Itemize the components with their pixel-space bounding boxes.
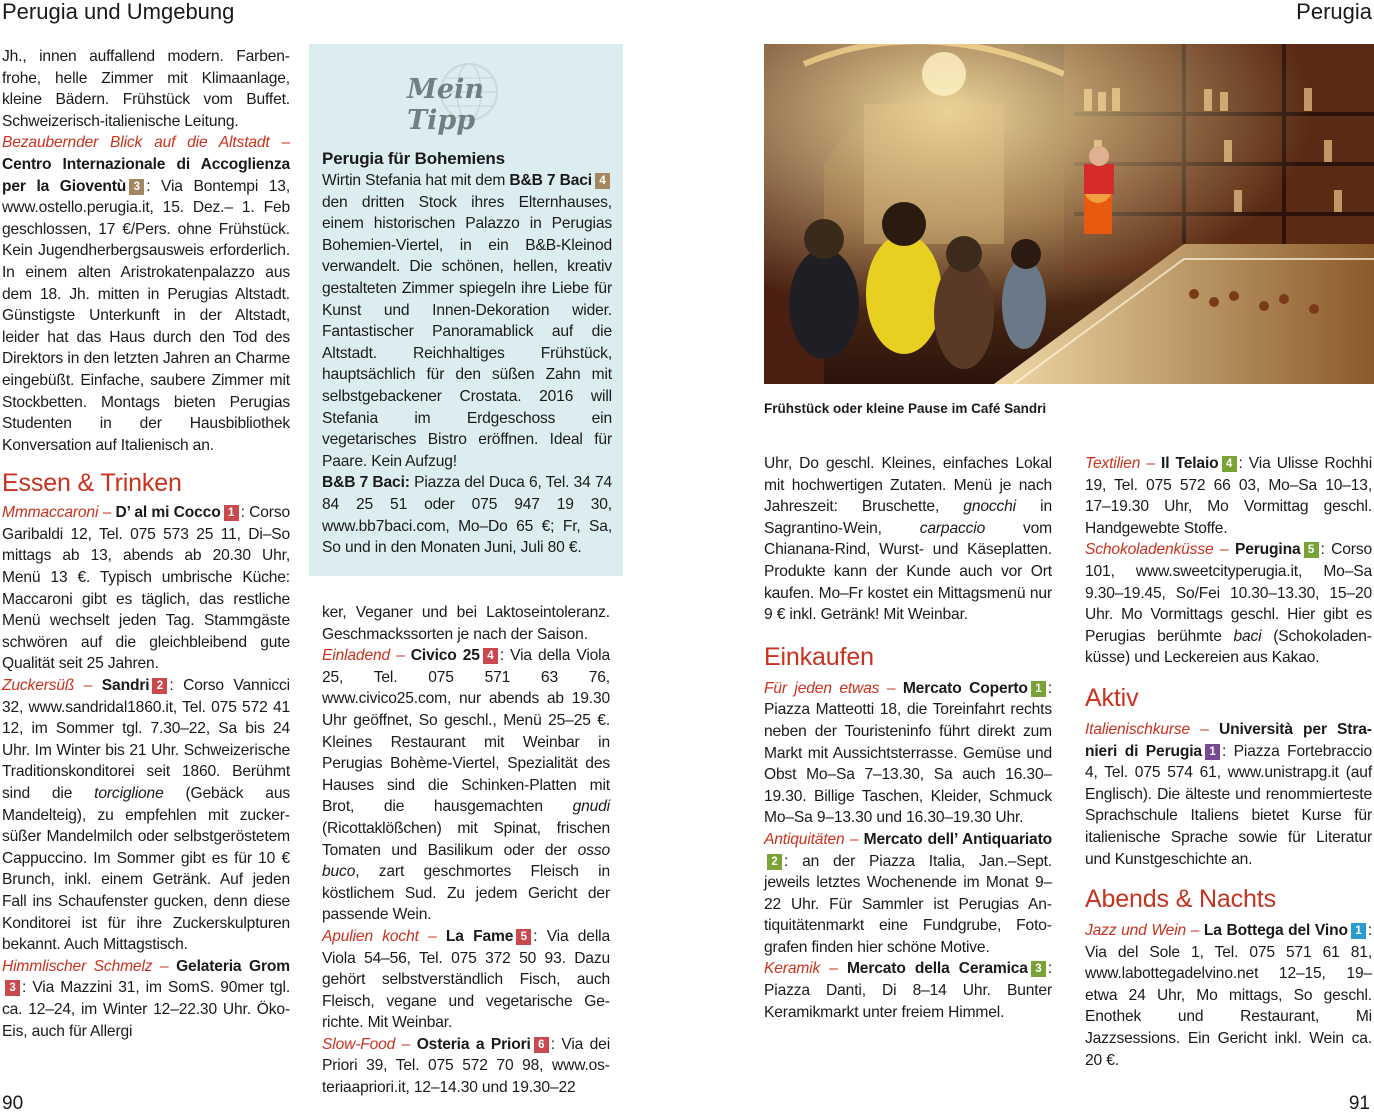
cafe-photo	[764, 44, 1374, 384]
entry-tag: Himmlischer Schmelz –	[2, 957, 169, 975]
map-badge: 1	[1031, 681, 1046, 697]
entry-grom	[2, 956, 290, 1042]
map-badge: 4	[1222, 456, 1237, 472]
tip-logo-text: Mein Tipp	[407, 74, 484, 136]
entry-name: Mercato Coperto	[902, 679, 1028, 697]
entry-name: Mercato della Ceramica	[846, 960, 1028, 978]
entry-antiquariato	[764, 829, 1052, 959]
entry-tag: Bezaubernder Blick auf die Altstadt –	[2, 134, 290, 152]
entry-italic: osso buco	[322, 841, 610, 881]
entry-tag: Jazz und Wein –	[1085, 922, 1200, 940]
tip-text: Wirtin Stefania hat mit dem	[322, 172, 506, 189]
entry-tag: Slow-Food –	[322, 1035, 411, 1053]
entry-text: : Corso 101, www.sweetcityperugia.it, Mo–Sa 9.30–19.45, So/Fei 10.30–13.30, 15–20 Uhr. Mo Vormittags geschl. Hier gibt es Perugias berühmte	[1085, 541, 1372, 645]
entry-text: : Corso Garibaldi 12, Tel. 075 573 25 11, Di–So mittags ab 13, abends ab 20.30 Uhr, Menü 13 €. Typisch umbrische Küche: Maccaroni gibt es täglich, das restliche Menü wechselt jeden Tag. Stammgäste schwören auf die gleichbleibend gute Qualität seit 25 Jahren.	[2, 504, 290, 673]
map-badge: 5	[516, 929, 531, 945]
map-badge: 1	[1351, 923, 1366, 939]
entry-italic: carpaccio	[919, 519, 986, 537]
entry-tag: Apulien kocht –	[322, 927, 437, 945]
column-2	[322, 602, 610, 1099]
entry-text: : Via dei Priori 39, Tel. 075 572 70 98, www.osteriaapriori.it, 12–14.30 und 19.30–22	[322, 1035, 611, 1097]
column-4	[1085, 453, 1372, 1071]
entry-text: (Ricottaklößchen) mit Spinat, frischen Tomaten und Basilikum oder der	[322, 819, 610, 859]
photo-caption: Frühstück oder kleine Pause im Café Sandri	[764, 401, 1047, 416]
tip-address-name: B&B 7 Baci:	[322, 474, 410, 492]
entry-name: Mercato dell’ Antiquariato	[863, 830, 1052, 848]
entry-name: Civico 25	[410, 647, 480, 665]
entry-name: La Bottega del Vino	[1203, 922, 1348, 940]
entry-lafame	[322, 926, 610, 1034]
entry-text: : Via del Sole 1, Tel. 075 571 61 81, www.labottegadelvino.net 12–15, 19– etwa 24 Uhr, Mo mittags, So geschl. Enothek und Restaurant, Mi Jazzsessions. Ein Gericht inkl. Wein ca. 20 €.	[1085, 922, 1373, 1069]
entry-tag: Textilien –	[1085, 455, 1155, 472]
paragraph	[764, 453, 1052, 626]
entry-text: : Piazza Fortebraccio 4, Tel. 075 574 61, www.unistrapg.it (auf Englisch). Die älteste und renommierteste Sprachschule Italiens bietet Kurse für italienische Sprache sowie für Literatur und Kunstgeschichte an.	[1085, 742, 1372, 868]
entry-mercato-coperto	[764, 678, 1052, 829]
section-heading-essen: Essen & Trinken	[2, 469, 182, 498]
entry-universita	[1085, 719, 1372, 870]
map-badge: 4	[483, 648, 498, 664]
entry-tag: Einladend –	[322, 647, 405, 665]
entry-priori	[322, 1034, 610, 1099]
entry-text: : an der Piazza Italia, Jan.–Sept. jeweils letztes Wochenende im Monat 9–22 Uhr. Für Sammler ist Perugias Antiquitätenmarkt eine Fundgrube, Fotografen finden hier schöne Motive.	[764, 852, 1052, 956]
entry-text: : Via della Viola 25, Tel. 075 571 63 76, www.civico25.com, nur abends ab 19.30 Uhr geöffnet, So geschl., Menü 25–25 €. Kleines Restaurant mit Weinbar in Perugias Bohème-Viertel, Spezialität des Hauses sind die Schinken-Platten mit Brot, die hausgemachten	[322, 647, 611, 816]
tip-name: B&B 7 Baci	[509, 172, 592, 189]
entry-text: in Sagrantino-Wein,	[764, 498, 1052, 537]
map-badge: 4	[595, 173, 610, 189]
entry-name: D’ al mi Cocco	[115, 504, 221, 522]
entry-bottega	[1085, 920, 1372, 1071]
entry-ceramica	[764, 958, 1052, 1023]
map-badge: 3	[1031, 961, 1046, 977]
map-badge: 3	[129, 179, 144, 195]
entry-italic: gnudi	[572, 798, 610, 816]
entry-name: Università per Stranieri di Perugia	[1085, 720, 1372, 760]
entry-text: : Piazza Matteotti 18, die Toreinfahrt rechts neben der Touristeninfo führt direkt zum Markt mit Aussichtsterrasse. Gemüse und Obst Mo–Sa 7–13.30, Sa auch 16.30–19.30. Billige Taschen, Kleider, Schmuck Mo–Sa 9–13.30 und 16.30–19.30 Uhr.	[764, 679, 1052, 827]
section-heading-einkaufen: Einkaufen	[764, 642, 874, 671]
entry-text: (Schokoladenküsse) und Leckereien aus Kakao.	[1085, 627, 1372, 667]
page-number-right: 91	[1348, 1093, 1370, 1114]
column-3	[764, 453, 1052, 1023]
entry-name: Osteria a Priori	[416, 1035, 531, 1053]
tip-box	[309, 44, 623, 576]
entry-italic: torciglione	[94, 785, 164, 802]
entry-centro	[2, 132, 290, 456]
entry-name: Gelateria Grom	[176, 957, 291, 975]
running-header-left: Perugia und Umgebung	[2, 0, 235, 24]
entry-text: : Piazza Danti, Di 8–14 Uhr. Bunter Keramikmarkt unter freiem Himmel.	[764, 960, 1052, 1021]
entry-name: Centro Internazionale di Accoglienza per la Gioventù	[2, 155, 290, 195]
paragraph: Jh., innen auffallend modern. Farbenfrohe, helle Zimmer mit Klimaanlage, kleine Bädern. Frühstück vom Buffet. Schweizerisch-italienische Leitung.	[2, 48, 290, 130]
tip-logo	[389, 62, 539, 136]
entry-sandri	[2, 675, 290, 956]
column-1	[2, 46, 290, 1042]
entry-text: : Corso Vannicci 32, www.sandridal1860.it, Tel. 075 572 41 12, im Sommer tgl. 7.30–22, Sa bis 24 Uhr. Im Winter bis 21 Uhr. Schweizerische Traditionskonditorei seit 1860. Berühmt sind die	[2, 677, 290, 802]
entry-text: : Via Mazzini 31, im SomS. 90mer tgl. ca. 12–24, im Winter 12–22.30 Uhr. Öko-Eis, auch für Allergi	[2, 979, 290, 1040]
paragraph: ker, Veganer und bei Laktoseintoleranz. Geschmackssorten je nach der Saison.	[322, 604, 610, 643]
entry-civico	[322, 645, 610, 926]
page-number-left: 90	[2, 1093, 24, 1114]
entry-tag: Antiquitäten –	[764, 830, 859, 848]
entry-text: (Gebäck aus Mandelteig), zu empfehlen mit zuckersüßer Mandelmilch oder selbstgeröstetem Cappuccino. Im Sommer gibt es für 10 € Brunch, inkl. einem Getränk. Auf jeden Fall ins Schaufenster gucken, denn diese Konditorei ist für ihre Zuckerskulpturen bekannt. Auch Mittagstisch.	[2, 785, 290, 954]
entry-tag: Italienischkurse –	[1085, 720, 1209, 738]
entry-text: : Via della Viola 54–56, Tel. 075 372 50 93. Dazu gehört selbstverständlich Fisch, auch Fleisch, vegane und vegetarische Gerichte. Mit Weinbar.	[322, 927, 610, 1032]
entry-tag: Keramik –	[764, 960, 838, 978]
entry-name: La Fame	[445, 927, 514, 945]
map-badge: 5	[1304, 542, 1319, 558]
map-badge: 2	[152, 678, 167, 694]
entry-name: Perugina	[1234, 541, 1301, 559]
map-badge: 1	[224, 505, 239, 521]
entry-name: Sandri	[101, 677, 150, 695]
tip-content	[322, 148, 612, 559]
map-badge: 2	[767, 854, 782, 870]
entry-text: : Via Bontempi 13, www.ostello.perugia.it, 15. Dez.– 1. Feb geschlossen, 17 €/Pers. ohne Frühstück. Kein Jugendherbergsausweis erforderlich. In einem alten Aristrokatenpalazzo aus dem 18. Jh. mitten in Perugias Altstadt. Günstigste Unterkunft in der Altstadt, leider hat das Haus durch den Tod des Direktors in den letzten Jahren an Charme eingebüßt. Einfache, saubere Zimmer mit Stockbetten. Montags bieten Perugias Studenten in der Hausbibliothek Konversation auf Italienisch an.	[2, 177, 290, 454]
entry-tag: Mmmaccaroni –	[2, 504, 112, 522]
entry-telaio	[1085, 453, 1372, 539]
tip-address-text: Piazza del Duca 6, Tel. 34 74 84 25 51 oder 075 947 19 30, www.bb7baci.com, Mo–Do 65 €; Fr, Sa, So und in den Monaten Juni, Juli 80 €.	[322, 474, 612, 557]
map-badge: 6	[534, 1037, 549, 1053]
entry-cocco	[2, 502, 290, 675]
entry-italic: baci	[1233, 627, 1262, 645]
cafe-sandri-illustration	[764, 44, 1374, 384]
tip-text: den dritten Stock ihres Elternhauses, einem historischen Palazzo in Perugias Bohemien-Viertel, in ein B&B-Kleinod verwandelt. Die schönen, hellen, kreativ gestalteten Zimmer spiegeln ihre Liebe für Kunst und Innen-Dekoration wider. Fantastischer Panoramablick auf die Altstadt. Reichhaltiges Frühstück, hauptsächlich für den süßen Zahn mit selbstgebackener Crostata. 2016 will Stefania im Erdgeschoss ein vegetarisches Bistro eröffnen. Ideal für Paare. Kein Aufzug!	[322, 193, 612, 470]
tip-address	[322, 472, 612, 558]
entry-perugina	[1085, 539, 1372, 669]
entry-text: Uhr, Do geschl. Kleines, einfaches Lokal mit hochwertigen Zutaten. Menü je nach Jahreszeit: Bruschette,	[764, 455, 1052, 516]
tip-body	[322, 170, 612, 472]
section-heading-abends: Abends & Nachts	[1085, 885, 1276, 914]
running-header-right: Perugia	[1296, 0, 1372, 24]
entry-text: , zart geschmortes Fleisch in köstlichem Sud. Zu jedem Gericht der passende Wein.	[322, 863, 610, 924]
entry-tag: Für jeden etwas –	[764, 679, 896, 697]
entry-text: vom Chianana-Rind, Wurst- und Käseplatten. Produkte kann der Kunde auch vor Ort kaufen. Mo–Fr kostet ein Mittagsmenü nur 9 € inkl. Getränk! Mit Weinbar.	[764, 519, 1053, 624]
section-heading-aktiv: Aktiv	[1085, 683, 1139, 712]
tip-title: Perugia für Bohemiens	[322, 149, 505, 168]
entry-tag: Zuckersüß –	[2, 677, 93, 695]
map-badge: 1	[1205, 744, 1220, 760]
entry-text: : Via Ulisse Rochhi 19, Tel. 075 572 66 03, Mo–Sa 10–13, 17–19.30 Uhr, Mo Vormittag geschl. Handgewebte Stoffe.	[1085, 455, 1373, 537]
map-badge: 3	[5, 980, 20, 996]
entry-tag: Schokoladenküsse –	[1085, 541, 1229, 559]
entry-name: Il Telaio	[1161, 455, 1219, 472]
entry-italic: gnocchi	[963, 498, 1016, 516]
